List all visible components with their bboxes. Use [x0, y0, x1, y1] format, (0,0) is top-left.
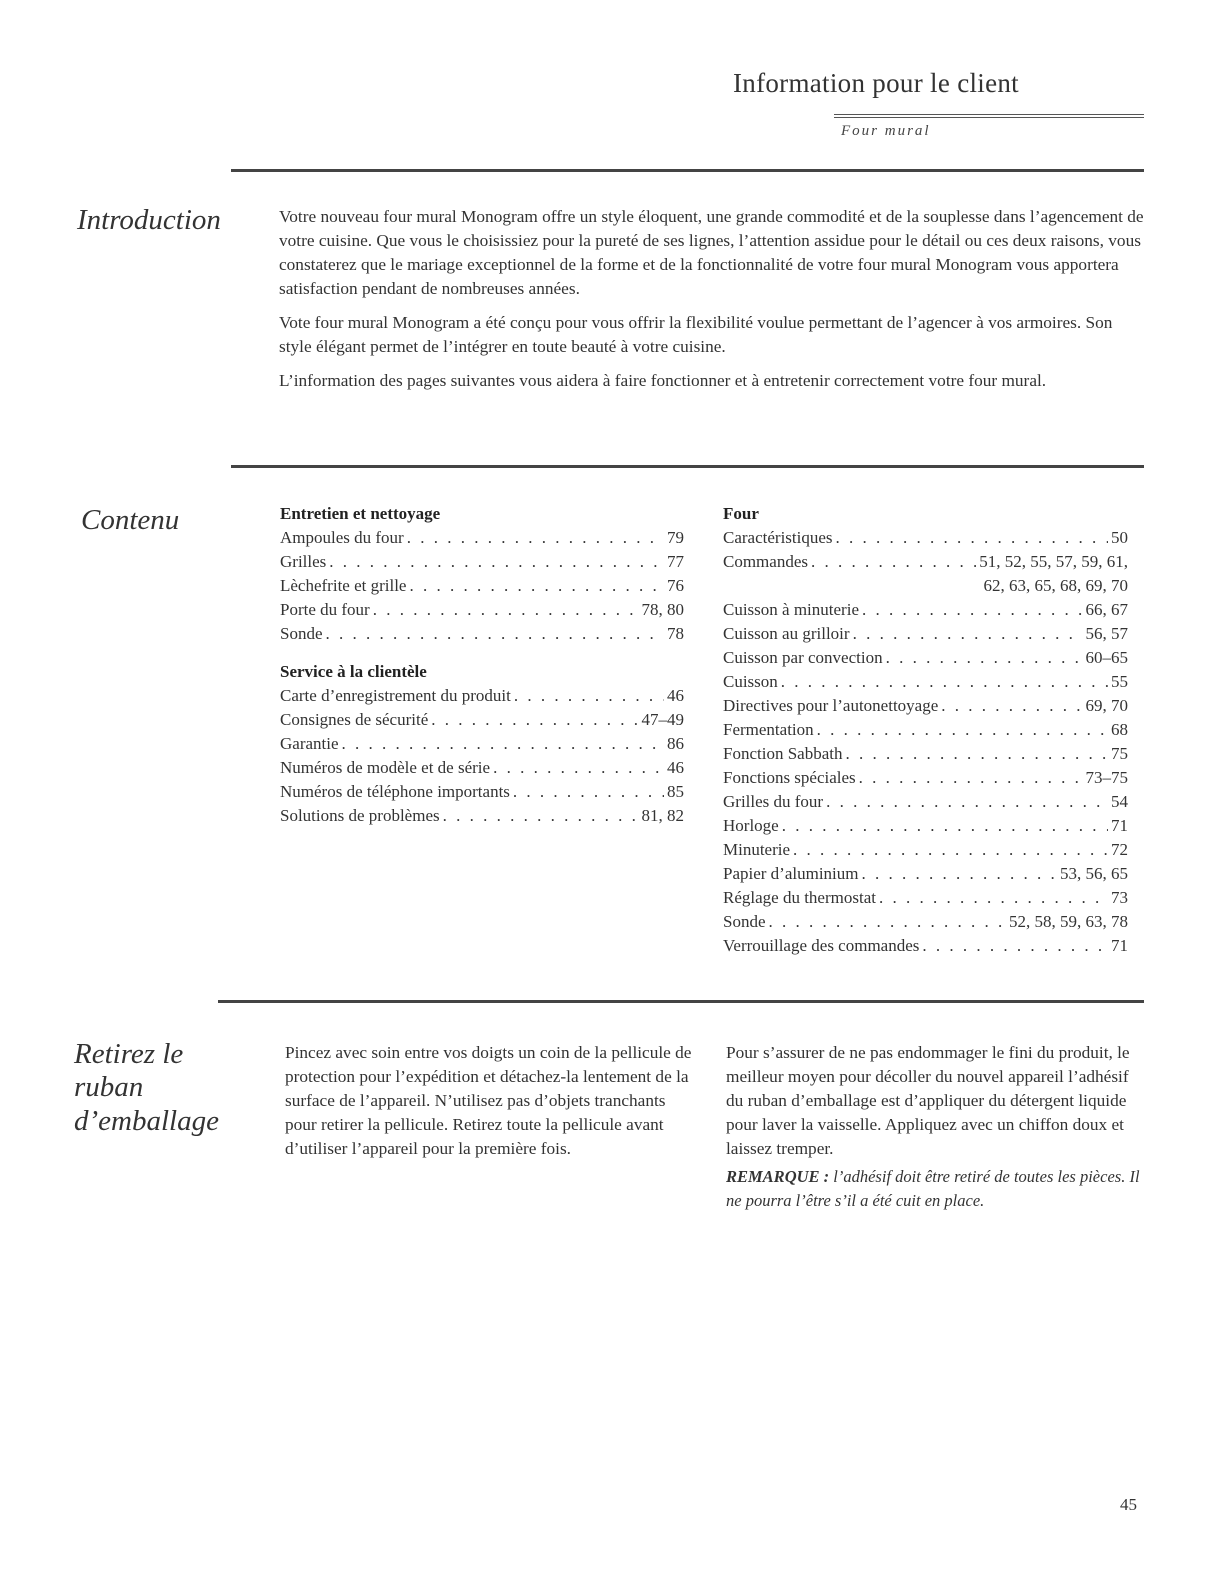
toc-entry-pages: 69, 70: [1085, 696, 1128, 715]
toc-entry: [723, 598, 1128, 622]
toc-section-heading: Service à la clientèle: [280, 662, 427, 681]
contents-heading: Contenu: [81, 504, 180, 536]
toc-entry: [280, 622, 684, 646]
tape-removal-heading: Retirez le ruban d’emballage: [74, 1038, 219, 1137]
toc-entry: [723, 526, 1128, 550]
toc-entry: [723, 910, 1128, 934]
introduction-body: [279, 205, 1145, 403]
toc-entry: [723, 934, 1128, 958]
toc-entry: [723, 886, 1128, 910]
toc-entry: [723, 550, 1128, 574]
toc-entry: [280, 756, 684, 780]
toc-entry: [723, 862, 1128, 886]
toc-entry: [280, 574, 684, 598]
toc-entry-label: Solutions de problèmes: [280, 806, 440, 825]
toc-entry: [723, 718, 1128, 742]
section-divider: [231, 169, 1144, 172]
toc-entry: [723, 670, 1128, 694]
toc-entry: [280, 526, 684, 550]
toc-entry-pages: 73–75: [1085, 768, 1128, 787]
toc-entry-pages: 52, 58, 59, 63, 78: [1009, 912, 1128, 931]
toc-entry: [280, 780, 684, 804]
toc-entry: [280, 550, 684, 574]
toc-entry-pages: 78: [667, 624, 684, 643]
toc-entry-pages: 81, 82: [641, 806, 684, 825]
toc-entry-label: Cuisson par convection: [723, 648, 883, 667]
toc-entry-label: Fonction Sabbath: [723, 744, 843, 763]
toc-entry-label: Verrouillage des commandes: [723, 936, 920, 955]
toc-entry-pages: 46: [667, 758, 684, 777]
page-header-subtitle: Four mural: [841, 123, 931, 139]
toc-entry-pages: 55: [1111, 672, 1128, 691]
toc-entry-pages: 76: [667, 576, 684, 595]
toc-entry-pages: 75: [1111, 744, 1128, 763]
toc-entry-pages: 73: [1111, 888, 1128, 907]
toc-entry-pages: 56, 57: [1085, 624, 1128, 643]
toc-entry-label: Minuterie: [723, 840, 791, 859]
toc-entry-pages-continued: 62, 63, 65, 68, 69, 70: [983, 576, 1128, 595]
toc-entry-label: Numéros de modèle et de série: [280, 758, 491, 777]
toc-entry-pages: 50: [1111, 528, 1128, 547]
toc-entry-pages: 86: [667, 734, 684, 753]
toc-entry-label: Porte du four: [280, 600, 370, 619]
page-number: 45: [1120, 1495, 1137, 1514]
toc-right-column: [723, 502, 1128, 958]
toc-entry-label: Grilles du four: [723, 792, 824, 811]
toc-entry-label: Grilles: [280, 552, 327, 571]
toc-entry-label: Caractéristiques: [723, 528, 833, 547]
introduction-heading: Introduction: [77, 204, 221, 236]
toc-entry: [280, 708, 684, 732]
toc-entry-pages: 71: [1111, 816, 1128, 835]
toc-entry: [723, 766, 1128, 790]
toc-entry-label: Fonctions spéciales: [723, 768, 856, 787]
toc-entry-label: Horloge: [723, 816, 779, 835]
tape-removal-note: [726, 1165, 1144, 1213]
toc-entry-label: Réglage du thermostat: [723, 888, 876, 907]
toc-section-heading: Four: [723, 504, 759, 523]
toc-entry-pages: 85: [667, 782, 684, 801]
toc-entry-pages: 77: [667, 552, 684, 571]
note-label: REMARQUE :: [726, 1167, 830, 1186]
toc-entry-pages: 78, 80: [641, 600, 684, 619]
section-divider: [231, 465, 1144, 468]
toc-entry-label: Directives pour l’autonettoyage: [723, 696, 939, 715]
toc-entry-pages: 71: [1111, 936, 1128, 955]
toc-entry: [723, 694, 1128, 718]
toc-entry-pages: 79: [667, 528, 684, 547]
toc-entry: [723, 838, 1128, 862]
toc-entry: [723, 742, 1128, 766]
toc-entry-label: Fermentation: [723, 720, 814, 739]
introduction-paragraph: Votre nouveau four mural Monogram offre un style éloquent, une grande commodité et de la souplesse dans l’agencement de votre cuisine. Que vous le choisissiez pour la pureté de ses lignes, l’attention assidue pour le détail ou ces deux raisons, vous constaterez que le mariage exceptionnel de la forme et de la fonctionnalité de votre four mural Monogram vous apportera satisfaction pendant de nombreuses années.: [279, 207, 1144, 298]
toc-entry-pages: 66, 67: [1085, 600, 1128, 619]
toc-entry-label: Cuisson au grilloir: [723, 624, 850, 643]
toc-entry: [723, 790, 1128, 814]
tape-removal-right-block: [726, 1041, 1144, 1213]
toc-entry-pages: 46: [667, 686, 684, 705]
introduction-paragraph: L’information des pages suivantes vous aidera à faire fonctionner et à entretenir correctement votre four mural.: [279, 371, 1047, 390]
toc-entry-label: Commandes: [723, 552, 808, 571]
toc-entry: [280, 598, 684, 622]
toc-entry-pages: 53, 56, 65: [1060, 864, 1128, 883]
toc-left-column: [280, 502, 684, 828]
toc-entry-pages: 54: [1111, 792, 1128, 811]
toc-entry-label: Carte d’enregistrement du produit: [280, 686, 511, 705]
toc-entry-label: Garantie: [280, 734, 339, 753]
toc-entry: [280, 804, 684, 828]
toc-entry-pages: 60–65: [1085, 648, 1128, 667]
toc-entry: [723, 622, 1128, 646]
toc-entry-label: Lèchefrite et grille: [280, 576, 407, 595]
tape-removal-left-text: Pincez avec soin entre vos doigts un coin de la pellicule de protection pour l’expédition et détachez-la lentement de la surface de l’appareil. N’utilisez pas d’objets tranchants pour retirer la pellicule. Retirez toute la pellicule avant d’utiliser l’appareil pour la première fois.: [285, 1043, 692, 1158]
toc-entry-pages: 68: [1111, 720, 1128, 739]
toc-entry-label: Sonde: [280, 624, 323, 643]
toc-entry-label: Numéros de téléphone importants: [280, 782, 510, 801]
toc-entry: [280, 732, 684, 756]
toc-entry-label: Papier d’aluminium: [723, 864, 859, 883]
toc-entry-label: Ampoules du four: [280, 528, 404, 547]
toc-entry-pages: 47–49: [641, 710, 684, 729]
toc-entry-pages: 51, 52, 55, 57, 59, 61,: [979, 552, 1128, 571]
toc-entry: [723, 646, 1128, 670]
introduction-paragraph: Vote four mural Monogram a été conçu pour vous offrir la flexibilité voulue permettant de l’agencer à vos armoires. Son style élégant permet de l’intégrer en toute beauté à votre cuisine.: [279, 313, 1113, 356]
toc-entry-label: Consignes de sécurité: [280, 710, 429, 729]
toc-entry: [723, 814, 1128, 838]
toc-section-heading: Entretien et nettoyage: [280, 504, 441, 523]
toc-entry-label: Sonde: [723, 912, 766, 931]
toc-entry-label: Cuisson à minuterie: [723, 600, 859, 619]
header-divider: [834, 114, 1144, 118]
toc-entry-label: Cuisson: [723, 672, 778, 691]
tape-removal-right-text: Pour s’assurer de ne pas endommager le fini du produit, le meilleur moyen pour décoller du nouvel appareil l’adhésif du ruban d’emballage est d’appliquer du détergent liquide pour laver la vaisselle. Appliquez avec un chiffon doux et laissez tremper.: [726, 1043, 1130, 1158]
toc-entry-pages: 72: [1111, 840, 1128, 859]
section-divider: [218, 1000, 1144, 1003]
page-header-title: Information pour le client: [733, 68, 1019, 98]
note-text: l’adhésif doit être retiré de toutes les pièces. Il ne pourra l’être s’il a été cuit en place.: [726, 1167, 1140, 1210]
toc-entry: [280, 684, 684, 708]
